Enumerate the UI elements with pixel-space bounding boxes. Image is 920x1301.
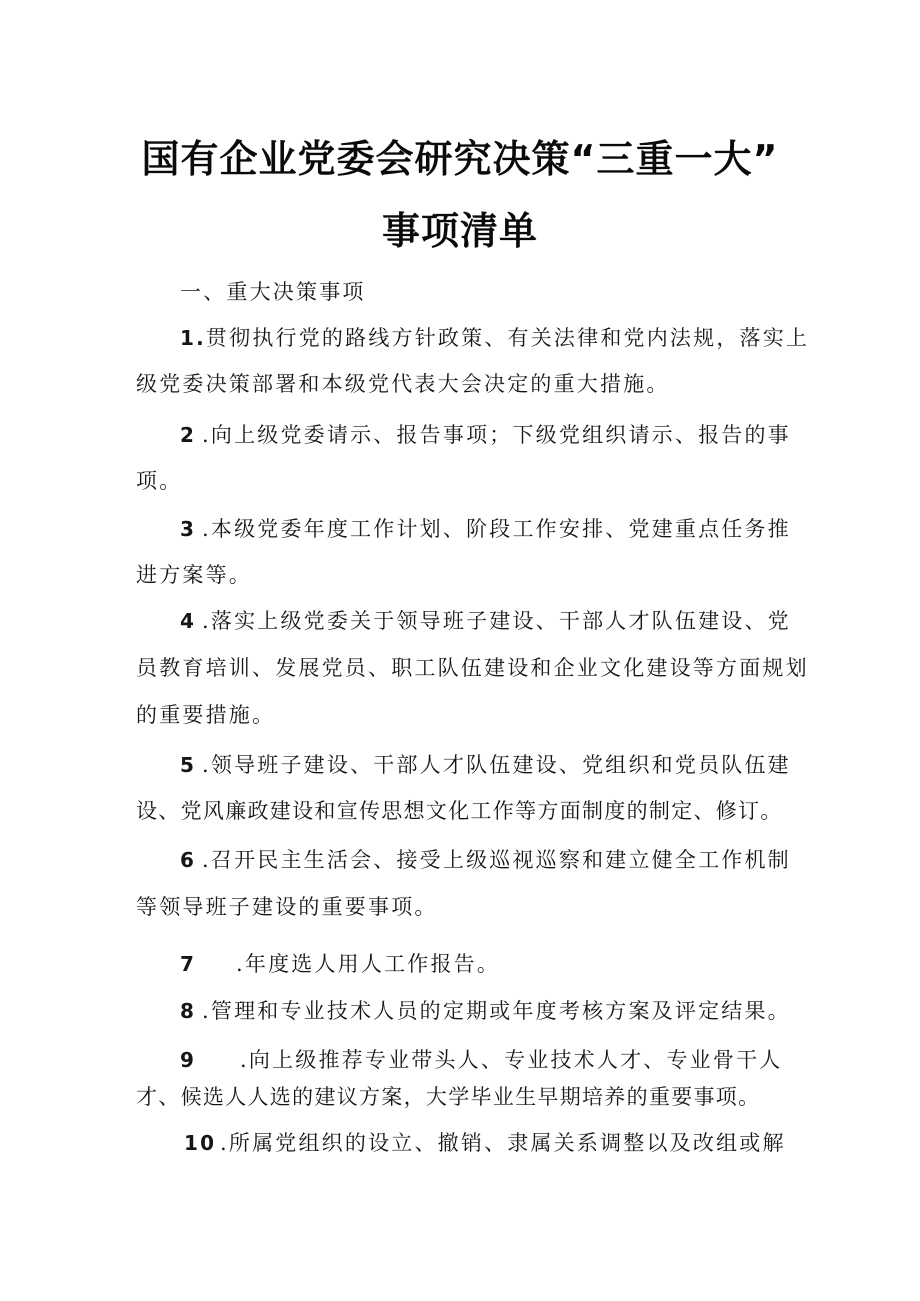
- section-heading: 一、重大决策事项: [180, 280, 366, 304]
- item-4-text: .落实上级党委关于领导班子建设、干部人才队伍建设、党: [202, 609, 791, 633]
- item-8-line-1: [180, 996, 791, 1026]
- item-4-line-1: [180, 606, 791, 636]
- item-10-line-1: [184, 1128, 786, 1158]
- item-3-line-1: [180, 514, 791, 544]
- item-6-line-1: [180, 845, 791, 875]
- item-2-line-2: 项。: [136, 469, 183, 493]
- item-5-line-2: 设、党风廉政建设和宣传思想文化工作等方面制度的制定、修订。: [136, 799, 783, 823]
- item-5-line-1: [180, 750, 791, 780]
- item-2-number: 2: [180, 423, 197, 447]
- item-10-text: .所属党组织的设立、撤销、隶属关系调整以及改组或解: [220, 1131, 786, 1155]
- item-3-text: .本级党委年度工作计划、阶段工作安排、党建重点任务推: [202, 517, 791, 541]
- item-7-line-1: [180, 949, 500, 979]
- document-title-line-1: 国有企业党委会研究决策“三重一大”: [141, 137, 779, 181]
- item-8-number: 8: [180, 999, 197, 1023]
- item-4-line-3: 的重要措施。: [136, 703, 276, 727]
- document-title-line-2: 事项清单: [381, 209, 538, 253]
- item-2-line-1: [180, 420, 791, 450]
- item-6-number: 6: [180, 848, 197, 872]
- item-6-text: .召开民主生活会、接受上级巡视巡察和建立健全工作机制: [202, 848, 791, 872]
- item-9-line-1: [180, 1045, 782, 1075]
- item-6-line-2: 等领导班子建设的重要事项。: [136, 895, 438, 919]
- item-1-line-1: [180, 323, 809, 353]
- item-1-number: 1.: [180, 326, 206, 350]
- item-1-line-2: 级党委决策部署和本级党代表大会决定的重大措施。: [136, 372, 670, 396]
- item-9-number: 9: [180, 1048, 197, 1072]
- item-9-text: .向上级推荐专业带头人、专业技术人才、专业骨干人: [240, 1048, 783, 1072]
- item-3-number: 3: [180, 517, 197, 541]
- item-2-text: .向上级党委请示、报告事项；下级党组织请示、报告的事: [202, 423, 791, 447]
- item-7-text: .年度选人用人工作报告。: [236, 952, 501, 976]
- item-9-line-2: 才、候选人人选的建议方案，大学毕业生早期培养的重要事项。: [136, 1085, 761, 1109]
- item-4-line-2: 员教育培训、发展党员、职工队伍建设和企业文化建设等方面规划: [136, 656, 809, 680]
- item-7-number: 7: [180, 952, 197, 976]
- item-1-text: 贯彻执行党的路线方针政策、有关法律和党内法规，落实上: [205, 326, 810, 350]
- item-5-text: .领导班子建设、干部人才队伍建设、党组织和党员队伍建: [202, 753, 791, 777]
- item-5-number: 5: [180, 753, 197, 777]
- item-3-line-2: 进方案等。: [136, 563, 252, 587]
- item-4-number: 4: [180, 609, 197, 633]
- item-8-text: .管理和专业技术人员的定期或年度考核方案及评定结果。: [202, 999, 791, 1023]
- item-10-number: 10: [184, 1131, 217, 1155]
